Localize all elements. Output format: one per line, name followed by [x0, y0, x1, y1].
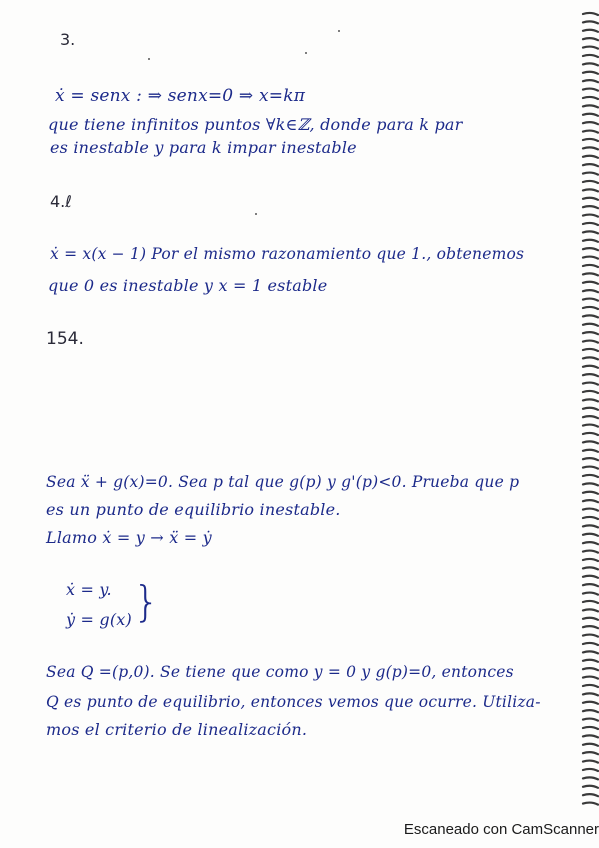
- spiral-ring: [583, 601, 598, 603]
- spiral-ring: [583, 315, 598, 317]
- spiral-ring: [583, 198, 598, 200]
- spiral-ring: [583, 551, 598, 553]
- spiral-ring: [583, 332, 598, 334]
- spiral-ring: [583, 559, 598, 561]
- spiral-ring: [583, 290, 598, 292]
- spiral-ring: [583, 492, 598, 494]
- section-number-4: 4.ℓ: [50, 192, 72, 211]
- spiral-ring: [583, 517, 598, 519]
- spiral-ring: [583, 215, 598, 217]
- spiral-ring: [583, 89, 598, 91]
- s4-text-line-1: ẋ = x(x − 1) Por el mismo razonamiento que 1., obtenemos: [50, 245, 525, 263]
- spiral-ring: [583, 156, 598, 158]
- spiral-ring: [583, 441, 598, 443]
- spiral-ring: [583, 72, 598, 74]
- spiral-ring: [583, 786, 598, 788]
- spiral-ring: [583, 710, 598, 712]
- spiral-ring: [583, 635, 598, 637]
- spiral-ring: [583, 231, 598, 233]
- spiral-ring: [583, 626, 598, 628]
- spiral-ring: [583, 349, 598, 351]
- spiral-ring: [583, 450, 598, 452]
- s154-text-line-1: Sea ẍ + g(x)=0. Sea p tal que g(p) y g'(p)<0. Prueba que p: [46, 473, 520, 491]
- spiral-ring: [583, 584, 598, 586]
- spiral-ring: [583, 483, 598, 485]
- spiral-ring: [583, 173, 598, 175]
- spiral-ring: [583, 542, 598, 544]
- spiral-ring: [583, 206, 598, 208]
- s3-text-line-2: es inestable y para k impar inestable: [50, 138, 357, 157]
- spiral-ring: [583, 374, 598, 376]
- s154-text-line-6: mos el criterio de linealización.: [46, 720, 308, 739]
- spiral-ring: [583, 114, 598, 116]
- spiral-ring: [583, 122, 598, 124]
- spiral-ring: [583, 685, 598, 687]
- paper-dot: [305, 52, 307, 54]
- spiral-ring: [583, 399, 598, 401]
- spiral-ring: [583, 21, 598, 23]
- spiral-binding: [577, 0, 599, 820]
- spiral-ring: [583, 593, 598, 595]
- spiral-ring: [583, 189, 598, 191]
- spiral-ring: [583, 248, 598, 250]
- section-number-3: 3.: [60, 30, 76, 49]
- spiral-ring: [583, 13, 598, 15]
- paper-dot: [148, 58, 150, 60]
- spiral-ring: [583, 609, 598, 611]
- spiral-ring: [583, 265, 598, 267]
- spiral-ring: [583, 299, 598, 301]
- spiral-ring: [583, 693, 598, 695]
- spiral-ring: [583, 80, 598, 82]
- spiral-ring: [583, 769, 598, 771]
- spiral-ring: [583, 425, 598, 427]
- spiral-ring: [583, 63, 598, 65]
- s3-text-line-1: que tiene infinitos puntos ∀k∈ℤ, donde para k par: [48, 115, 463, 134]
- spiral-ring: [583, 525, 598, 527]
- spiral-ring: [583, 677, 598, 679]
- spiral-ring: [583, 97, 598, 99]
- s154-system-eq-2: ẏ = g(x): [66, 610, 132, 629]
- spiral-ring: [583, 38, 598, 40]
- spiral-ring: [583, 458, 598, 460]
- spiral-ring: [583, 719, 598, 721]
- spiral-ring: [583, 131, 598, 133]
- spiral-ring: [583, 257, 598, 259]
- spiral-ring: [583, 475, 598, 477]
- spiral-ring: [583, 576, 598, 578]
- spiral-ring: [583, 509, 598, 511]
- spiral-ring: [583, 651, 598, 653]
- spiral-ring: [583, 341, 598, 343]
- spiral-ring: [583, 408, 598, 410]
- spiral-ring: [583, 273, 598, 275]
- camscanner-watermark: Escaneado con CamScanner: [403, 821, 599, 838]
- paper-dot: [338, 30, 340, 32]
- section-number-154: 154.: [46, 329, 84, 349]
- spiral-ring: [583, 240, 598, 242]
- spiral-ring: [583, 307, 598, 309]
- spiral-ring: [583, 383, 598, 385]
- spiral-ring: [583, 534, 598, 536]
- spiral-ring: [583, 794, 598, 796]
- s154-text-line-2: es un punto de equilibrio inestable.: [46, 500, 341, 519]
- spiral-ring: [583, 500, 598, 502]
- spiral-ring: [583, 744, 598, 746]
- system-brace: }: [133, 577, 160, 626]
- spiral-ring: [583, 181, 598, 183]
- spiral-ring: [583, 391, 598, 393]
- spiral-ring: [583, 777, 598, 779]
- s154-text-line-5: Q es punto de equilibrio, entonces vemos que ocurre. Utiliza-: [46, 693, 541, 711]
- spiral-ring: [583, 761, 598, 763]
- spiral-ring: [583, 147, 598, 149]
- spiral-ring: [583, 735, 598, 737]
- spiral-ring: [583, 223, 598, 225]
- spiral-ring: [583, 357, 598, 359]
- spiral-ring: [583, 618, 598, 620]
- spiral-ring: [583, 467, 598, 469]
- spiral-ring: [583, 55, 598, 57]
- s154-text-line-3: Llamo ẋ = y → ẍ = ẏ: [46, 528, 212, 547]
- spiral-ring: [583, 47, 598, 49]
- spiral-ring: [583, 164, 598, 166]
- spiral-ring: [583, 416, 598, 418]
- spiral-ring: [583, 660, 598, 662]
- spiral-ring: [583, 324, 598, 326]
- spiral-ring: [583, 105, 598, 107]
- spiral-ring: [583, 30, 598, 32]
- spiral-ring: [583, 752, 598, 754]
- s3-equation-line: ẋ = senx : ⇒ senx=0 ⇒ x=kπ: [55, 86, 306, 106]
- spiral-ring: [583, 643, 598, 645]
- s154-text-line-4: Sea Q =(p,0). Se tiene que como y = 0 y g(p)=0, entonces: [46, 663, 514, 681]
- spiral-ring: [583, 668, 598, 670]
- s4-text-line-2: que 0 es inestable y x = 1 estable: [48, 276, 328, 295]
- spiral-ring: [583, 366, 598, 368]
- s154-system-eq-1: ẋ = y.: [66, 580, 112, 599]
- spiral-ring: [583, 803, 598, 805]
- spiral-ring: [583, 702, 598, 704]
- spiral-ring: [583, 139, 598, 141]
- spiral-ring: [583, 282, 598, 284]
- spiral-ring: [583, 567, 598, 569]
- paper-dot: [255, 213, 257, 215]
- spiral-ring: [583, 727, 598, 729]
- spiral-ring: [583, 433, 598, 435]
